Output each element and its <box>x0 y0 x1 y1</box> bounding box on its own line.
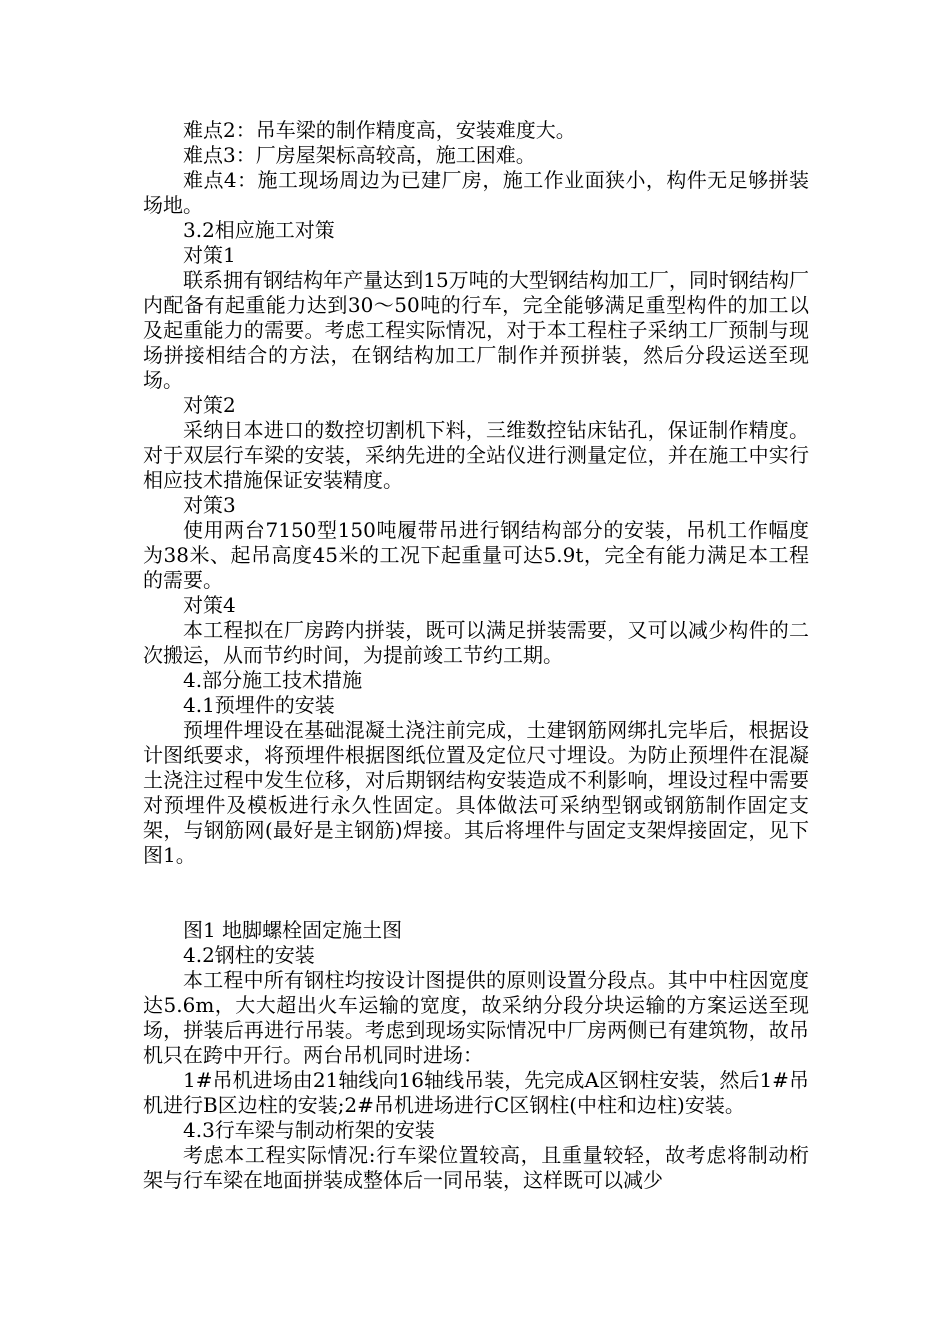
section-heading-4: 4.部分施工技术措施 <box>183 668 363 692</box>
paragraph-steel-columns: 本工程中所有钢柱均按设计图提供的原则设置分段点。其中中柱因宽度达5.6m，大大超出火车运输的宽度，故采纳分段分块运输的方案运送至现场，拼装后再进行吊装。考虑到现场实际情况中厂房两侧已有建筑物，故吊机只在跨中开行。两台吊机同时进场： <box>143 968 809 1067</box>
section-heading-4-2: 4.2钢柱的安装 <box>183 943 315 967</box>
heading-measure-3: 对策3 <box>183 493 236 517</box>
paragraph-measure-4: 本工程拟在厂房跨内拼装，既可以满足拼装需要，又可以减少构件的二次搬运，从而节约时间，为提前竣工节约工期。 <box>143 618 809 667</box>
section-heading-4-1: 4.1预埋件的安装 <box>183 693 335 717</box>
paragraph-measure-2: 采纳日本进口的数控切割机下料，三维数控钻床钻孔，保证制作精度。对于双层行车梁的安装，采纳先进的全站仪进行测量定位，并在施工中实行相应技术措施保证安装精度。 <box>143 418 809 492</box>
paragraph-measure-1: 联系拥有钢结构年产量达到15万吨的大型钢结构加工厂，同时钢结构厂内配备有起重能力达到30～50吨的行车，完全能够满足重型构件的加工以及起重能力的需要。考虑工程实际情况，对于本工程柱子采纳工厂预制与现场拼接相结合的方法，在钢结构加工厂制作并预拼装，然后分段运送至现场。 <box>143 268 809 392</box>
paragraph-crane-beam: 考虑本工程实际情况:行车梁位置较高，且重量较轻，故考虑将制动桁架与行车梁在地面拼装成整体后一同吊装，这样既可以减少 <box>143 1143 809 1192</box>
section-heading-3-2: 3.2相应施工对策 <box>183 218 335 242</box>
paragraph-measure-3: 使用两台7150型150吨履带吊进行钢结构部分的安装，吊机工作幅度为38米、起吊高度45米的工况下起重量可达5.9t，完全有能力满足本工程的需要。 <box>143 518 809 592</box>
heading-measure-4: 对策4 <box>183 593 236 617</box>
paragraph-difficulty-4: 难点4：施工现场周边为已建厂房，施工作业面狭小，构件无足够拼装场地。 <box>143 168 809 217</box>
heading-measure-2: 对策2 <box>183 393 236 417</box>
paragraph-difficulty-2: 难点2：吊车梁的制作精度高，安装难度大。 <box>183 118 576 142</box>
figure-placeholder-gap <box>143 868 809 918</box>
paragraph-difficulty-3: 难点3：厂房屋架标高较高，施工困难。 <box>183 143 536 167</box>
document-page <box>143 118 809 1193</box>
section-heading-4-3: 4.3行车梁与制动桁架的安装 <box>183 1118 435 1142</box>
paragraph-embedded-parts: 预埋件埋设在基础混凝土浇注前完成，土建钢筋网绑扎完毕后，根据设计图纸要求，将预埋件根据图纸位置及定位尺寸埋设。为防止预埋件在混凝土浇注过程中发生位移，对后期钢结构安装造成不利影响，埋设过程中需要对预埋件及模板进行永久性固定。具体做法可采纳型钢或钢筋制作固定支架，与钢筋网(最好是主钢筋)焊接。其后将埋件与固定支架焊接固定，见下图1。 <box>143 718 809 867</box>
paragraph-crane-entry: 1#吊机进场由21轴线向16轴线吊装，先完成A区钢柱安装，然后1#吊机进行B区边柱的安装;2#吊机进场进行C区钢柱(中柱和边柱)安装。 <box>143 1068 809 1117</box>
heading-measure-1: 对策1 <box>183 243 236 267</box>
figure-caption: 图1 地脚螺栓固定施土图 <box>183 918 403 942</box>
